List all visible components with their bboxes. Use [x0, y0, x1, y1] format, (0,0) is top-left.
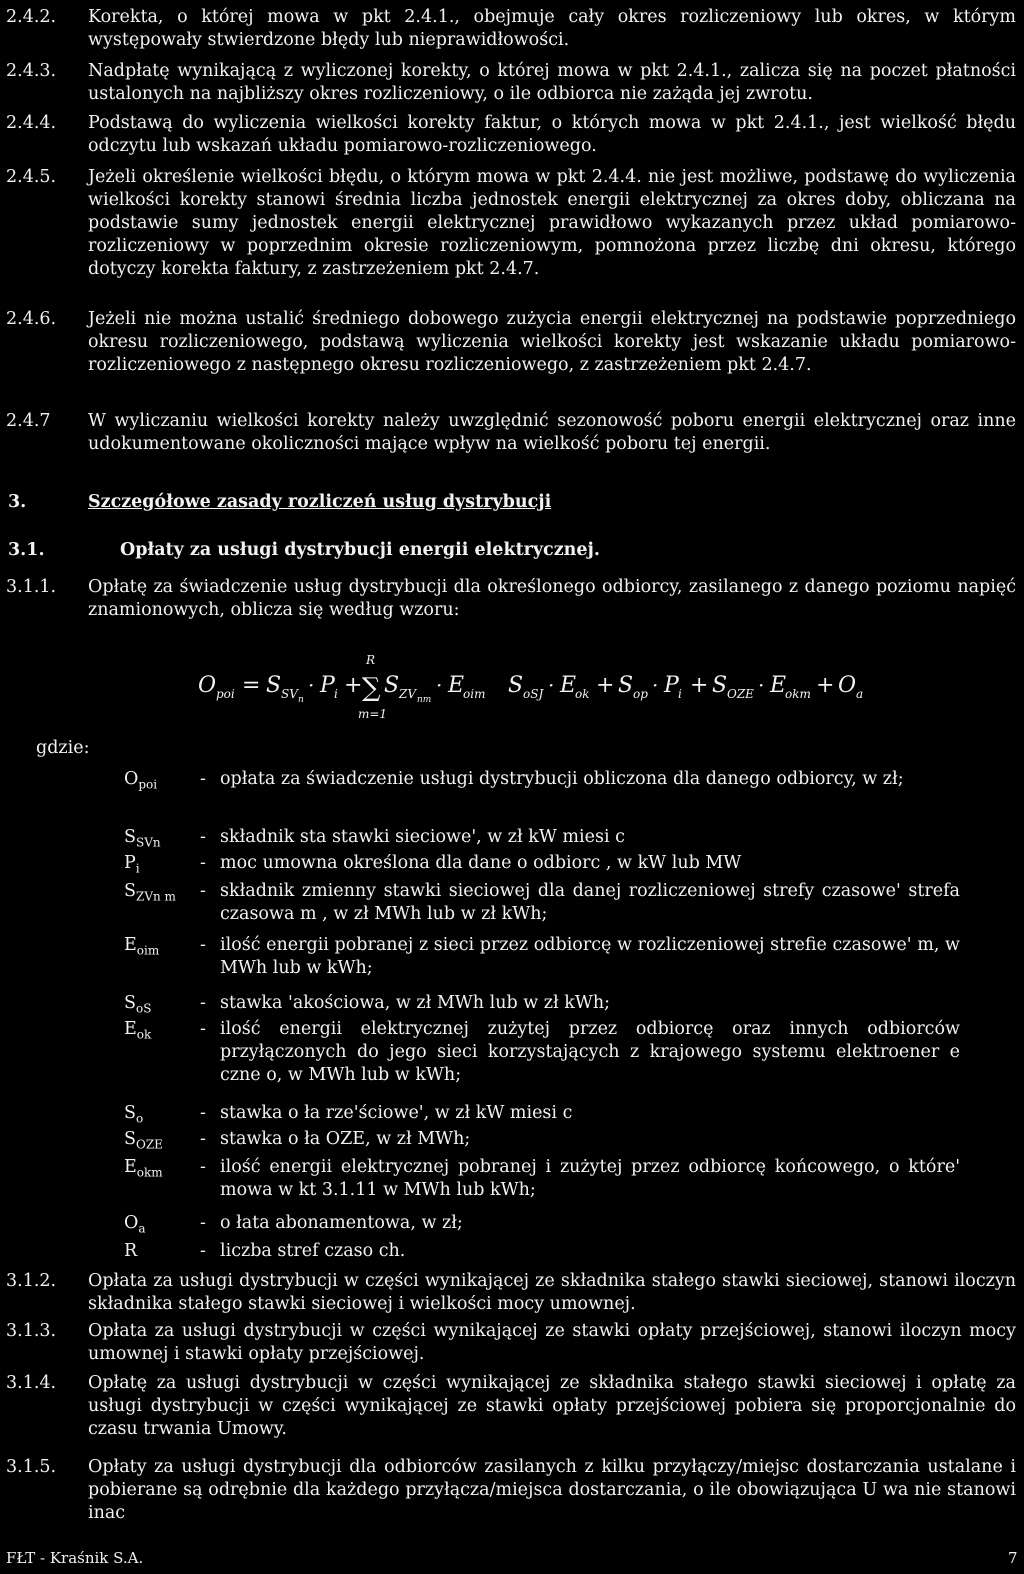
definition-item	[124, 1128, 960, 1152]
svg-text:S: S	[508, 673, 524, 698]
definition-item	[124, 1212, 960, 1236]
paragraph-number: 2.4.6.	[6, 309, 57, 329]
paragraph-number: 2.4.4.	[6, 113, 57, 133]
footer-company: FŁT - Kraśnik S.A.	[6, 1549, 144, 1567]
definition-item	[124, 768, 960, 792]
definition-item	[124, 934, 960, 980]
svg-text:oSJ: oSJ	[523, 687, 544, 701]
sum-icon: ∑	[362, 673, 381, 703]
svg-text:OZE: OZE	[727, 687, 754, 701]
paragraph-text: Korekta, o której mowa w pkt 2.4.1., obejmuje cały okres rozliczeniowy lub okres, w którym występowały stwierdzone błędy lub nieprawidłowości.	[88, 7, 1016, 50]
definition-text: opłata za świadczenie usługi dystrybucji obliczona dla danego odbiorcy, w zł;	[220, 769, 904, 789]
svg-text:ZV: ZV	[399, 687, 417, 701]
definition-dash: -	[200, 1157, 206, 1177]
definition-item	[124, 1102, 960, 1126]
definition-symbol: $E_{ok}$	[124, 1019, 152, 1042]
definition-item	[124, 1018, 960, 1087]
svg-text:SV: SV	[281, 687, 298, 701]
svg-text:S: S	[712, 673, 728, 698]
paragraph-2-4-3	[6, 60, 1016, 106]
where-label: gdzie:	[36, 738, 90, 758]
svg-text:O: O	[838, 673, 857, 698]
definition-symbol: $S_{OZE}$	[124, 1129, 163, 1152]
paragraph-text: Jeżeli nie można ustalić średniego dobowego zużycia energii elektrycznej na podstawie poprzedniego okresu rozliczeniowego, podstawą wyliczenia wielkości korekty jest wskazanie układu pomiarowo-rozliczeniowego z następnego okresu rozliczeniowego, z zastrzeżeniem pkt 2.4.7.	[88, 309, 1016, 375]
svg-text:S: S	[618, 673, 634, 698]
paragraph-number: 2.4.5.	[6, 167, 57, 187]
paragraph-number: 3.1.5.	[6, 1457, 57, 1477]
paragraph-3-1-5	[6, 1456, 1016, 1525]
definition-dash: -	[200, 1213, 206, 1233]
formula-sum-top: R	[366, 653, 376, 667]
section-number: 3.	[8, 492, 27, 512]
paragraph-number: 2.4.3.	[6, 61, 57, 81]
paragraph-number: 2.4.2.	[6, 7, 57, 27]
definition-item	[124, 880, 960, 926]
svg-text:nm: nm	[417, 695, 432, 705]
definition-symbol: $P_i$	[124, 853, 140, 876]
svg-text:op: op	[633, 687, 648, 701]
paragraph-text: Opłaty za usługi dystrybucji dla odbiorców zasilanych z kilku przyłączy/miejsc dostarczania ustalane i pobierane są odrębnie dla każdego przyłącza/miejsca dostarczania, o ile obowiązująca U wa nie stanowi inac	[88, 1457, 1016, 1523]
paragraph-number: 3.1.2.	[6, 1271, 57, 1291]
svg-text:okm: okm	[785, 687, 811, 701]
paragraph-3-1-2	[6, 1270, 1016, 1316]
svg-text:·: ·	[548, 673, 555, 697]
svg-text:n: n	[298, 695, 304, 705]
paragraph-text: Opłata za usługi dystrybucji w części wynikającej ze stawki opłaty przejściowej, stanowi iloczyn mocy umownej i stawki opłaty przejściowej.	[88, 1321, 1016, 1364]
definition-symbol: $E_{okm}$	[124, 1157, 163, 1180]
paragraph-number: 2.4.7	[6, 411, 51, 431]
svg-text:=: =	[242, 673, 261, 698]
definition-dash: -	[200, 1103, 206, 1123]
formula-lhs: O	[198, 673, 217, 698]
paragraph-text: Opłatę za świadczenie usług dystrybucji dla określonego odbiorcy, zasilanego z danego poziomu napięć znamionowych, oblicza się według wzoru:	[88, 577, 1016, 620]
definition-text: moc umowna określona dla dane o odbiorc , w kW lub MW	[220, 853, 742, 873]
definition-dash: -	[200, 769, 206, 789]
svg-text:S: S	[266, 673, 282, 698]
definition-symbol: $S_{ZVn m}$	[124, 881, 176, 904]
subsection-number: 3.1.	[8, 540, 45, 560]
svg-text:·: ·	[308, 673, 315, 697]
paragraph-3-1-4	[6, 1372, 1016, 1441]
svg-text:E: E	[448, 673, 465, 698]
definition-symbol: $O_a$	[124, 1213, 146, 1236]
definition-item	[124, 992, 960, 1016]
svg-text:·: ·	[758, 673, 765, 697]
definition-text: składnik sta stawki sieciowe', w zł kW miesi c	[220, 827, 625, 847]
svg-text:+: +	[690, 673, 709, 698]
definition-dash: -	[200, 853, 206, 873]
paragraph-2-4-4	[6, 112, 1016, 158]
svg-text:+: +	[344, 673, 363, 698]
definition-dash: -	[200, 935, 206, 955]
definition-dash: -	[200, 827, 206, 847]
svg-text:·: ·	[652, 673, 659, 697]
svg-text:P: P	[320, 673, 335, 698]
paragraph-3-1-3	[6, 1320, 1016, 1366]
definition-text: liczba stref czaso ch.	[220, 1241, 406, 1261]
svg-text:·: ·	[436, 673, 443, 697]
paragraph-text: Opłatę za usługi dystrybucji w części wynikającej ze składnika stałego stawki sieciowej i opłatę za usługi dystrybucji w części wynikającej ze stawki opłaty przejściowej pobiera się proporcjonalnie do czasu trwania Umowy.	[88, 1373, 1016, 1439]
paragraph-number: 3.1.1.	[6, 577, 57, 597]
paragraph-text: Jeżeli określenie wielkości błędu, o którym mowa w pkt 2.4.4. nie jest możliwe, podstawę do wyliczenia wielkości korekty stanowi średnia liczba jednostek energii elektrycznej za okres doby, obliczana na podstawie sumy jednostek energii elektrycznej prawidłowo wykazanych przez układ pomiarowo-rozliczeniowy w poprzednim okresie rozliczeniowym, pomnożona przez liczbę dni okresu, którego dotyczy korekta faktury, z zastrzeżeniem pkt 2.4.7.	[88, 167, 1016, 279]
definition-text: stawka o ła OZE, w zł MWh;	[220, 1129, 471, 1149]
paragraph-2-4-2	[6, 6, 1016, 52]
definition-item	[124, 1240, 960, 1263]
svg-text:S: S	[384, 673, 400, 698]
paragraph-number: 3.1.4.	[6, 1373, 57, 1393]
svg-text:a: a	[856, 687, 864, 701]
paragraph-2-4-7	[6, 410, 1016, 456]
definition-text: ilość energii pobranej z sieci przez odbiorcę w rozliczeniowej strefie czasowe' m, w MWh lub w kWh;	[220, 935, 960, 978]
definition-text: ilość energii elektrycznej zużytej przez odbiorcę oraz innych odbiorców przyłączonych do jego sieci korzystających z krajowego systemu elektroener e czne o, w MWh lub w kWh;	[220, 1019, 960, 1085]
definition-item	[124, 852, 960, 876]
page-number: 7	[1008, 1549, 1018, 1567]
definition-dash: -	[200, 1129, 206, 1149]
definition-text: stawka o ła rze'ściowe', w zł kW miesi c	[220, 1103, 573, 1123]
definition-dash: -	[200, 1019, 206, 1039]
paragraph-text: W wyliczaniu wielkości korekty należy uwzględnić sezonowość poboru energii elektrycznej oraz inne udokumentowane okoliczności mające wpływ na wielkość poboru tej energii.	[88, 411, 1016, 454]
paragraph-text: Nadpłatę wynikającą z wyliczonej korekty, o której mowa w pkt 2.4.1., zalicza się na poczet płatności ustalonych na najbliższy okres rozliczeniowy, o ile odbiorca nie zażąda jej zwrotu.	[88, 61, 1016, 104]
definition-symbol: R	[124, 1241, 138, 1261]
definition-text: składnik zmienny stawki sieciowej dla danej rozliczeniowej strefy czasowe' strefa czasowa m , w zł MWh lub w zł kWh;	[220, 881, 960, 924]
svg-text:oim: oim	[463, 687, 486, 701]
svg-text:P: P	[664, 673, 679, 698]
definition-text: ilość energii elektrycznej pobranej i zużytej przez odbiorcę końcowego, o które' mowa w kt 3.1.11 w MWh lub kWh;	[220, 1157, 960, 1200]
svg-text:E: E	[770, 673, 787, 698]
svg-text:ok: ok	[575, 687, 590, 701]
svg-text:i: i	[678, 687, 682, 701]
subsection-title: Opłaty za usługi dystrybucji energii elektrycznej.	[120, 540, 600, 560]
paragraph-text: Opłata za usługi dystrybucji w części wynikającej ze składnika stałego stawki sieciowej, stanowi iloczyn składnika stałego stawki sieciowej i wielkości mocy umownej.	[88, 1271, 1016, 1314]
formula-sum-bottom: m=1	[358, 707, 388, 721]
paragraph-2-4-5	[6, 166, 1016, 281]
svg-text:poi: poi	[216, 687, 235, 701]
definition-text: o łata abonamentowa, w zł;	[220, 1213, 463, 1233]
definition-dash: -	[200, 993, 206, 1013]
definition-item	[124, 826, 960, 850]
definition-text: stawka 'akościowa, w zł MWh lub w zł kWh;	[220, 993, 610, 1013]
paragraph-2-4-6	[6, 308, 1016, 377]
definition-symbol: $E_{oim}$	[124, 935, 160, 958]
tariff-formula	[180, 648, 900, 734]
definition-dash: -	[200, 1241, 206, 1261]
paragraph-3-1-1	[6, 576, 1016, 622]
svg-text:i: i	[334, 687, 338, 701]
svg-text:+: +	[596, 673, 615, 698]
definition-symbol: $O_{poi}$	[124, 769, 158, 792]
definition-dash: -	[200, 881, 206, 901]
svg-text:E: E	[560, 673, 577, 698]
section-title: Szczegółowe zasady rozliczeń usług dystrybucji	[88, 492, 552, 512]
definition-item	[124, 1156, 960, 1202]
definition-symbol: $S_{SVn}$	[124, 827, 161, 850]
paragraph-text: Podstawą do wyliczenia wielkości korekty faktur, o których mowa w pkt 2.4.1., jest wielkość błędu odczytu lub wskazań układu pomiarowo-rozliczeniowego.	[88, 113, 1016, 156]
definition-symbol: $S_o$	[124, 1103, 144, 1126]
svg-text:+: +	[816, 673, 835, 698]
paragraph-number: 3.1.3.	[6, 1321, 57, 1341]
definition-symbol: $S_{oS}$	[124, 993, 152, 1016]
